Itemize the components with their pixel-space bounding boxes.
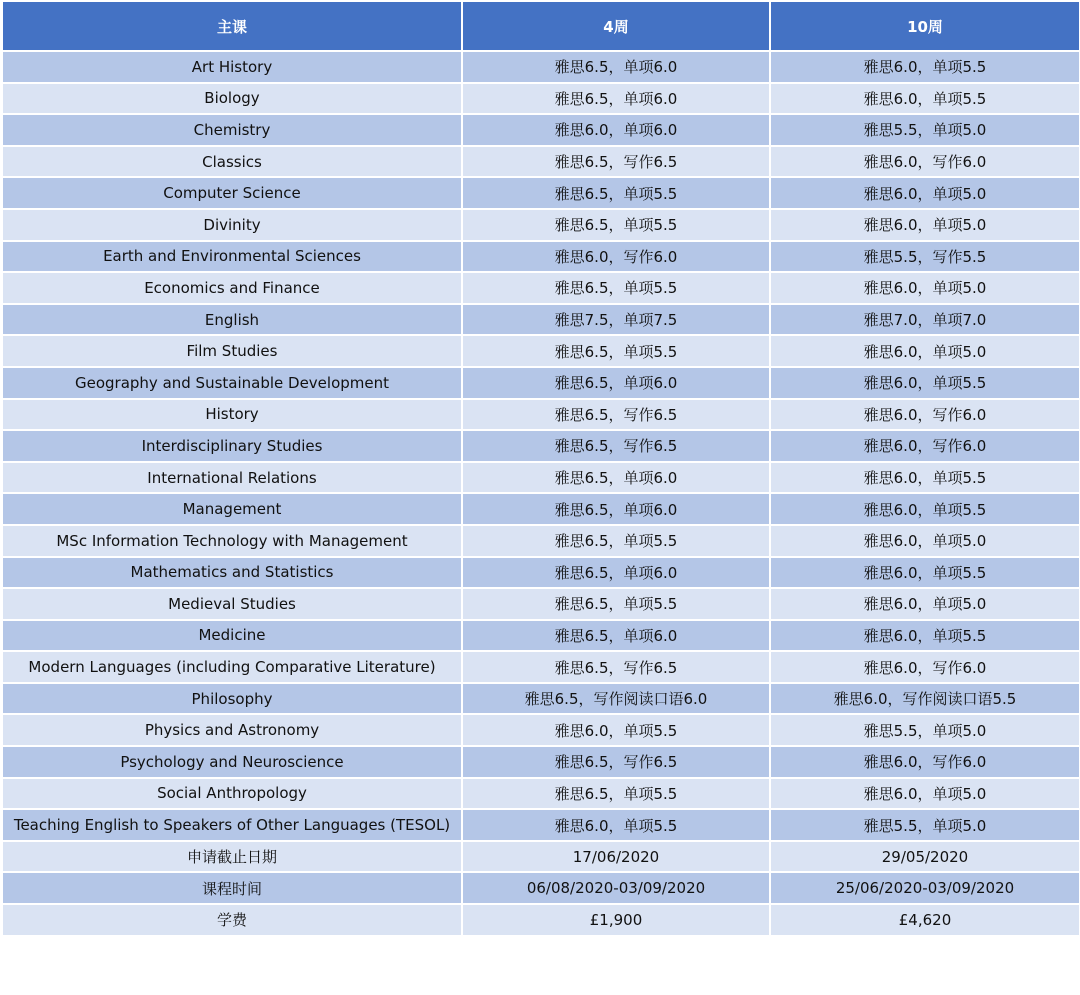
header-4-weeks: 4周 — [462, 1, 770, 51]
table-row — [2, 209, 1080, 241]
cell-10-weeks: 25/06/2020-03/09/2020 — [770, 872, 1080, 904]
cell-10-weeks: 雅思6.0，单项5.5 — [770, 557, 1080, 589]
table-row — [2, 399, 1080, 431]
cell-4-weeks: 雅思6.0，单项6.0 — [462, 114, 770, 146]
cell-4-weeks: 雅思6.5，写作6.5 — [462, 146, 770, 178]
cell-course: Physics and Astronomy — [2, 714, 462, 746]
cell-course: History — [2, 399, 462, 431]
table-row — [2, 146, 1080, 178]
cell-course: Teaching English to Speakers of Other Languages (TESOL) — [2, 809, 462, 841]
table-row — [2, 241, 1080, 273]
cell-4-weeks: 雅思6.0，单项5.5 — [462, 809, 770, 841]
cell-4-weeks: 雅思6.5，写作6.5 — [462, 399, 770, 431]
header-row — [2, 1, 1080, 51]
table-row — [2, 114, 1080, 146]
cell-10-weeks: 雅思6.0，单项5.5 — [770, 367, 1080, 399]
cell-10-weeks: 雅思6.0，写作6.0 — [770, 146, 1080, 178]
table-row — [2, 177, 1080, 209]
cell-4-weeks: 雅思6.5，单项5.5 — [462, 335, 770, 367]
cell-course: Modern Languages (including Comparative Literature) — [2, 651, 462, 683]
cell-course: Biology — [2, 83, 462, 115]
cell-10-weeks: 雅思6.0，写作6.0 — [770, 430, 1080, 462]
cell-10-weeks: 雅思6.0，写作6.0 — [770, 399, 1080, 431]
cell-course: Mathematics and Statistics — [2, 557, 462, 589]
cell-10-weeks: 雅思5.5，单项5.0 — [770, 714, 1080, 746]
cell-4-weeks: 雅思6.5，单项6.0 — [462, 83, 770, 115]
table-row — [2, 367, 1080, 399]
cell-course: English — [2, 304, 462, 336]
cell-course: MSc Information Technology with Management — [2, 525, 462, 557]
cell-4-weeks: 雅思6.5，单项5.5 — [462, 525, 770, 557]
table-row — [2, 809, 1080, 841]
cell-course: 学费 — [2, 904, 462, 936]
cell-10-weeks: 雅思6.0，单项5.5 — [770, 620, 1080, 652]
table-row — [2, 683, 1080, 715]
cell-10-weeks: 29/05/2020 — [770, 841, 1080, 873]
cell-course: Medicine — [2, 620, 462, 652]
table-row — [2, 525, 1080, 557]
cell-4-weeks: 雅思6.5，单项5.5 — [462, 209, 770, 241]
cell-4-weeks: 06/08/2020-03/09/2020 — [462, 872, 770, 904]
cell-course: Economics and Finance — [2, 272, 462, 304]
cell-4-weeks: 雅思6.5，写作6.5 — [462, 746, 770, 778]
table-row — [2, 841, 1080, 873]
cell-4-weeks: 雅思6.5，单项6.0 — [462, 367, 770, 399]
cell-course: Geography and Sustainable Development — [2, 367, 462, 399]
cell-10-weeks: 雅思5.5，单项5.0 — [770, 114, 1080, 146]
cell-course: Management — [2, 493, 462, 525]
cell-course: Film Studies — [2, 335, 462, 367]
cell-10-weeks: 雅思5.5，单项5.0 — [770, 809, 1080, 841]
cell-10-weeks: 雅思6.0，单项5.0 — [770, 272, 1080, 304]
cell-4-weeks: 雅思6.5，写作6.5 — [462, 430, 770, 462]
header-course: 主课 — [2, 1, 462, 51]
cell-10-weeks: 雅思5.5，写作5.5 — [770, 241, 1080, 273]
cell-4-weeks: 雅思6.5，单项5.5 — [462, 588, 770, 620]
table-row — [2, 904, 1080, 936]
header-10-weeks: 10周 — [770, 1, 1080, 51]
ielts-requirements-table — [1, 0, 1080, 937]
table-row — [2, 304, 1080, 336]
table-row — [2, 651, 1080, 683]
table-row — [2, 778, 1080, 810]
cell-4-weeks: 雅思6.5，单项6.0 — [462, 557, 770, 589]
cell-4-weeks: 雅思6.5，单项6.0 — [462, 462, 770, 494]
cell-10-weeks: 雅思6.0，写作6.0 — [770, 651, 1080, 683]
cell-course: Chemistry — [2, 114, 462, 146]
cell-4-weeks: 雅思6.5，写作阅读口语6.0 — [462, 683, 770, 715]
table-row — [2, 272, 1080, 304]
cell-10-weeks: 雅思6.0，单项5.5 — [770, 51, 1080, 83]
table-row — [2, 872, 1080, 904]
cell-4-weeks: 雅思6.5，单项6.0 — [462, 493, 770, 525]
cell-4-weeks: 雅思6.5，单项6.0 — [462, 620, 770, 652]
cell-course: Interdisciplinary Studies — [2, 430, 462, 462]
cell-10-weeks: 雅思6.0，单项5.0 — [770, 525, 1080, 557]
cell-4-weeks: 雅思6.5，单项5.5 — [462, 272, 770, 304]
cell-10-weeks: 雅思6.0，写作阅读口语5.5 — [770, 683, 1080, 715]
table-row — [2, 493, 1080, 525]
cell-4-weeks: £1,900 — [462, 904, 770, 936]
cell-4-weeks: 雅思6.5，写作6.5 — [462, 651, 770, 683]
table-row — [2, 462, 1080, 494]
cell-10-weeks: £4,620 — [770, 904, 1080, 936]
table-row — [2, 430, 1080, 462]
table-row — [2, 620, 1080, 652]
cell-10-weeks: 雅思6.0，单项5.5 — [770, 462, 1080, 494]
cell-10-weeks: 雅思6.0，单项5.5 — [770, 493, 1080, 525]
cell-course: 课程时间 — [2, 872, 462, 904]
table-row — [2, 335, 1080, 367]
cell-10-weeks: 雅思6.0，单项5.0 — [770, 177, 1080, 209]
cell-10-weeks: 雅思7.0，单项7.0 — [770, 304, 1080, 336]
cell-course: Earth and Environmental Sciences — [2, 241, 462, 273]
table-row — [2, 746, 1080, 778]
cell-course: Art History — [2, 51, 462, 83]
cell-10-weeks: 雅思6.0，写作6.0 — [770, 746, 1080, 778]
cell-course: Computer Science — [2, 177, 462, 209]
table-row — [2, 588, 1080, 620]
table-row — [2, 557, 1080, 589]
cell-4-weeks: 雅思7.5，单项7.5 — [462, 304, 770, 336]
cell-4-weeks: 雅思6.0，写作6.0 — [462, 241, 770, 273]
cell-course: Social Anthropology — [2, 778, 462, 810]
cell-4-weeks: 17/06/2020 — [462, 841, 770, 873]
table-row — [2, 51, 1080, 83]
cell-10-weeks: 雅思6.0，单项5.0 — [770, 335, 1080, 367]
cell-course: Classics — [2, 146, 462, 178]
cell-course: International Relations — [2, 462, 462, 494]
cell-10-weeks: 雅思6.0，单项5.5 — [770, 83, 1080, 115]
table-row — [2, 714, 1080, 746]
cell-course: 申请截止日期 — [2, 841, 462, 873]
cell-course: Medieval Studies — [2, 588, 462, 620]
cell-10-weeks: 雅思6.0，单项5.0 — [770, 209, 1080, 241]
cell-course: Divinity — [2, 209, 462, 241]
cell-10-weeks: 雅思6.0，单项5.0 — [770, 778, 1080, 810]
cell-4-weeks: 雅思6.0，单项5.5 — [462, 714, 770, 746]
cell-4-weeks: 雅思6.5，单项5.5 — [462, 177, 770, 209]
cell-4-weeks: 雅思6.5，单项6.0 — [462, 51, 770, 83]
cell-4-weeks: 雅思6.5，单项5.5 — [462, 778, 770, 810]
cell-10-weeks: 雅思6.0，单项5.0 — [770, 588, 1080, 620]
cell-course: Philosophy — [2, 683, 462, 715]
table-row — [2, 83, 1080, 115]
cell-course: Psychology and Neuroscience — [2, 746, 462, 778]
